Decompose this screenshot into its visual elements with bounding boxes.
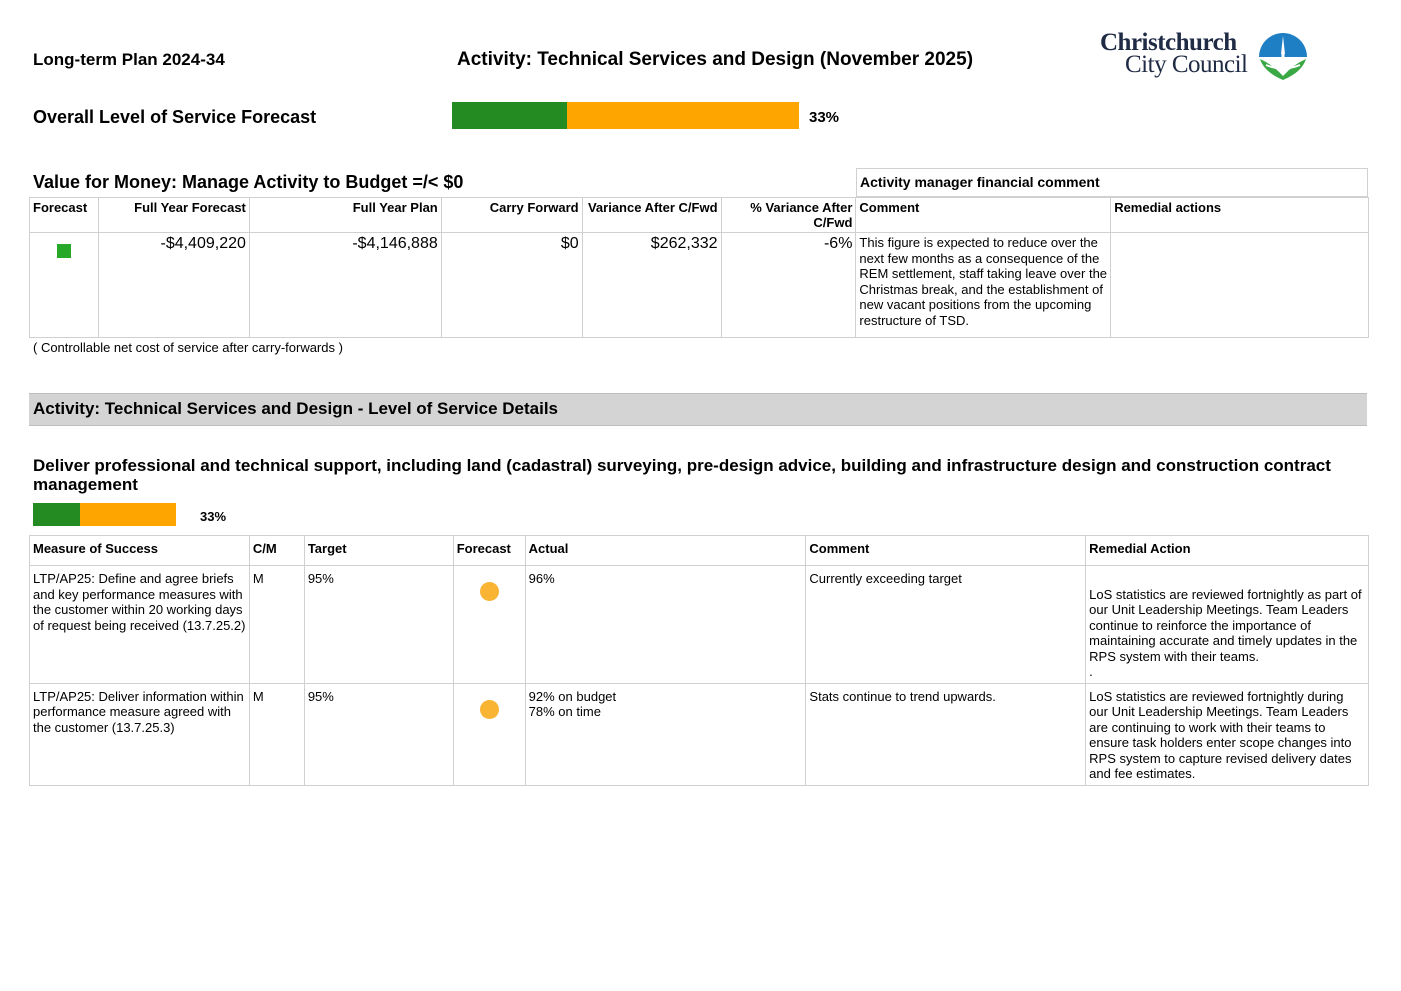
cm-value: M — [249, 683, 304, 785]
col-pct-variance-after: % Variance After C/Fwd — [721, 198, 856, 233]
table-row — [30, 683, 1369, 785]
forecast-cell — [453, 683, 525, 785]
measure-text: LTP/AP25: Deliver information within performance measure agreed with the customer (13.7.25.3) — [30, 683, 250, 785]
plan-title: Long-term Plan 2024-34 — [33, 50, 225, 69]
overall-bar-green-segment — [452, 102, 567, 129]
financial-table — [29, 197, 1369, 338]
full-year-plan-value: -$4,146,888 — [249, 233, 441, 338]
remedial-actions-text — [1111, 233, 1369, 338]
overall-bar-amber-segment — [567, 102, 799, 129]
overall-forecast-label: Overall Level of Service Forecast — [33, 107, 317, 127]
deliver-forecast-bar — [33, 503, 176, 526]
col-carry-forward: Carry Forward — [441, 198, 582, 233]
full-year-forecast-value: -$4,409,220 — [98, 233, 249, 338]
comment-text: Stats continue to trend upwards. — [806, 683, 1086, 785]
financial-comment-header — [856, 168, 1368, 197]
remedial-action-text: LoS statistics are reviewed fortnightly during our Unit Leadership Meetings. Team Leaders are continuing to work with their teams to ensure task holders enter scope changes into RPS system to capture revised delivery dates and fee estimates. — [1086, 683, 1369, 785]
col-full-year-plan: Full Year Plan — [249, 198, 441, 233]
overall-forecast-percent: 33% — [809, 109, 840, 126]
measure-text: LTP/AP25: Define and agree briefs and key performance measures with the customer within 20 working days of request being received (13.7.25.2) — [30, 566, 250, 684]
target-value: 95% — [304, 683, 453, 785]
financial-table-header-row — [30, 198, 1369, 233]
col-forecast: Forecast — [30, 198, 99, 233]
target-value: 95% — [304, 566, 453, 684]
carry-forward-value: $0 — [441, 233, 582, 338]
financial-comment-text: This figure is expected to reduce over the next few months as a consequence of the REM settlement, staff taking leave over the Christmas break, and the establishment of new vacant positions from the upcoming restructure of TSD. — [856, 233, 1111, 338]
value-for-money-title: Value for Money: Manage Activity to Budget =/< $0 — [33, 172, 464, 192]
col-remedial-action: Remedial Action — [1086, 536, 1369, 566]
forecast-status-dot-icon — [480, 700, 499, 719]
remedial-action-text: LoS statistics are reviewed fortnightly as part of our Unit Leadership Meetings. Team Leaders continue to reinforce the importance of maintaining accurate and timely updates in the RPS system with their teams. . — [1086, 566, 1369, 684]
forecast-cell — [453, 566, 525, 684]
col-actual: Actual — [525, 536, 806, 566]
col-los-forecast: Forecast — [453, 536, 525, 566]
col-variance-after: Variance After C/Fwd — [582, 198, 721, 233]
overall-forecast-bar — [452, 102, 799, 129]
col-los-comment: Comment — [806, 536, 1086, 566]
col-remedial-actions: Remedial actions — [1111, 198, 1369, 233]
col-comment: Comment — [856, 198, 1111, 233]
table-row — [30, 566, 1369, 684]
forecast-status-cell — [30, 233, 99, 338]
financial-footnote: ( Controllable net cost of service after carry-forwards ) — [33, 340, 343, 355]
logo-line-2: City Council — [1125, 51, 1248, 78]
section-header-band — [29, 393, 1367, 426]
actual-value: 92% on budget 78% on time — [525, 683, 806, 785]
level-of-service-table — [29, 535, 1369, 786]
comment-text: Currently exceeding target — [806, 566, 1086, 684]
cathedral-emblem-icon — [1258, 32, 1308, 82]
cm-value: M — [249, 566, 304, 684]
activity-title: Activity: Technical Services and Design (November 2025) — [457, 49, 974, 70]
council-logo — [1100, 29, 1315, 87]
logo-line-1: Christchurch — [1100, 29, 1237, 56]
deliver-bar-amber-segment — [80, 503, 176, 526]
col-measure-of-success: Measure of Success — [30, 536, 250, 566]
pct-variance-after-value: -6% — [721, 233, 856, 338]
col-cm: C/M — [249, 536, 304, 566]
col-full-year-forecast: Full Year Forecast — [98, 198, 249, 233]
forecast-status-square-icon — [57, 244, 71, 258]
los-table-header-row — [30, 536, 1369, 566]
actual-value: 96% — [525, 566, 806, 684]
deliver-bar-green-segment — [33, 503, 80, 526]
financial-comment-header-label: Activity manager financial comment — [860, 174, 1100, 190]
col-target: Target — [304, 536, 453, 566]
financial-table-row — [30, 233, 1369, 338]
deliver-title: Deliver professional and technical support, including land (cadastral) surveying, pre-design advice, building and infrastructure design and construction contract management — [33, 456, 1331, 494]
forecast-status-dot-icon — [480, 582, 499, 601]
section-title: Activity: Technical Services and Design - Level of Service Details — [33, 399, 559, 418]
deliver-forecast-percent: 33% — [200, 509, 227, 524]
variance-after-value: $262,332 — [582, 233, 721, 338]
